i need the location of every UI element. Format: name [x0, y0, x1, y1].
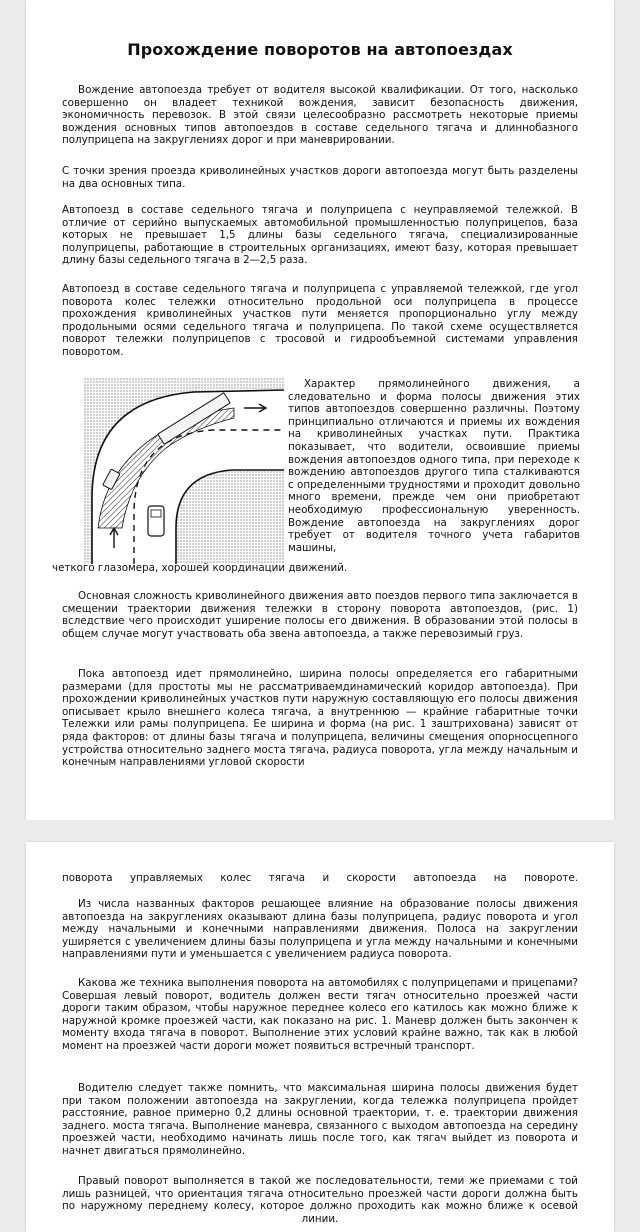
document-page-1: [26, 0, 614, 820]
paragraph-6: Основная сложность криволинейного движения авто поездов первого типа заключается в смещении траектории движения тележки в сторону поворота автопоездов, (рис. 1) вследствие чего происходит уширение полосы его движения. В образовании этой полосы в общем случае могут участвовать оба звена автопоезда, а также перевозимый груз.: [62, 590, 578, 640]
paragraph-11: Водителю следует также помнить, что максимальная ширина полосы движения будет при таком положении автопоезда на закруглении, когда тележка полуприцепа пройдет расстояние, равное примерно 0,2 длины основной траектории, т. е. траектории движения заднего. моста тягача. Выполнение маневра, связанного с выходом автопоезда на середину проезжей части, необходимо начинать лишь после того, как тягач выйдет из поворота и начнет двигаться прямолинейно.: [62, 1082, 578, 1157]
paragraph-9: Из числа названных факторов решающее влияние на образование полосы движения автопоезда на закруглениях оказывают длина базы полуприцепа, радиус поворота и угол между начальными и конечными направлениями движения. Полоса на закруглении уширяется с увеличением длины базы полуприцепа и угла между начальными и конечными направлениями пути и уменьшается с увеличением радиуса поворота.: [62, 898, 578, 961]
paragraph-2: С точки зрения проезда криволинейных участков дороги автопоезда могут быть разделены на два основных типа.: [62, 165, 578, 190]
page-separator: [0, 820, 640, 842]
paragraph-3: Автопоезд в составе седельного тягача и полуприцепа с неуправляемой тележкой. В отличие от серийно выпускаемых автомобильной промышленностью полуприцепов, база которых не превышает 1,5 длины базы седельного тягача, специализированные полуприцепы, работающие в строительных организациях, имеют базу, которая превышает длину базы седельного тягача в 2—2,5 раза.: [62, 204, 578, 267]
direction-arrow-icon: [244, 404, 266, 412]
turn-diagram-figure: [84, 378, 284, 564]
car-icon: [148, 506, 164, 536]
document-page-2: [26, 842, 614, 1232]
paragraph-4: Автопоезд в составе седельного тягача и полуприцепа с управляемой тележкой, где угол поворота колес тележки относительно продольной оси полуприцепа в процессе прохождения криволинейных участков пути меняется пропорционально углу между продольными осями седельного тягача и полуприцепа. По такой схеме осуществляется поворот тележки полуприцепов с тросовой и гидрообъемной системами управления поворотом.: [62, 283, 578, 358]
turn-diagram: [84, 378, 284, 564]
direction-arrow-icon: [110, 528, 118, 548]
paragraph-1: Вождение автопоезда требует от водителя высокой квалификации. От того, насколько совершенно он владеет техникой вождения, зависит безопасность движения, экономичность перевозок. В этой связи целесообразно рассмотреть некоторые приемы вождения основных типов автопоездов в составе седельного тягача и длиннобазного полуприцепа на закруглениях дорог и при маневрировании.: [62, 84, 578, 147]
page-title: Прохождение поворотов на автопоездах: [127, 40, 513, 59]
paragraph-10: Какова же техника выполнения поворота на автомобилях с полуприцепами и прицепами? Совершая левый поворот, водитель должен вести тягач относительно проезжей части дороги таким образом, чтобы наружное переднее колесо его катилось как можно ближе к наружной кромке проезжей части, как показано на рис. 1. Маневр должен быть закончен к моменту входа тягача в поворот. Выполнение этих условий крайне важно, так как в любой момент на проезжей части дороги может появиться встречный транспорт.: [62, 977, 578, 1052]
paragraph-5-side: Характер прямолинейного движения, а следовательно и форма полосы движения этих типов автопоездов совершенно различны. Поэтому принципиально отличаются и приемы их вождения на криволинейных участках пути. Практика показывает, что водители, освоившие приемы вождения автопоездов одного типа, при переходе к вождению автопоездов другого типа сталкиваются с определенными трудностями и проходит довольно много времени, прежде чем они приобретают необходимую профессиональную уверенность. Вождение автопоезда на закруглениях дорог требует от водителя точного учета габаритов машины,: [288, 378, 580, 554]
paragraph-8: поворота управляемых колес тягача и скорости автопоезда на повороте.: [62, 872, 578, 884]
paragraph-7: Пока автопоезд идет прямолинейно, ширина полосы определяется его габаритными размерами (для простоты мы не рассматриваемдинамический коридор автопоезда). При прохождении криволинейных участков пути наружную составляющую его полосы движения описывает крыло внешнего колеса тягача, а внутреннюю — крайние габаритные точки Тележки или рамы полуприцепа. Ее ширина и форма (на рис. 1 заштрихована) зависят от ряда факторов: от длины базы тягача и полуприцепа, величины смещения опорносцепного устройства относительно заднего моста тягача, радиуса поворота, угла между начальным и конечным направлениями угловой скорости: [62, 668, 578, 769]
paragraph-12: Правый поворот выполняется в такой же последовательности, теми же приемами с той лишь разницей, что ориентация тягача относительно проезжей части дороги должна быть по наружному переднему колесу, которое должно проходить как можно ближе к осевой линии.: [62, 1175, 578, 1225]
paragraph-5-tail: четкого глазомера, хорошей координации движений.: [52, 562, 348, 574]
